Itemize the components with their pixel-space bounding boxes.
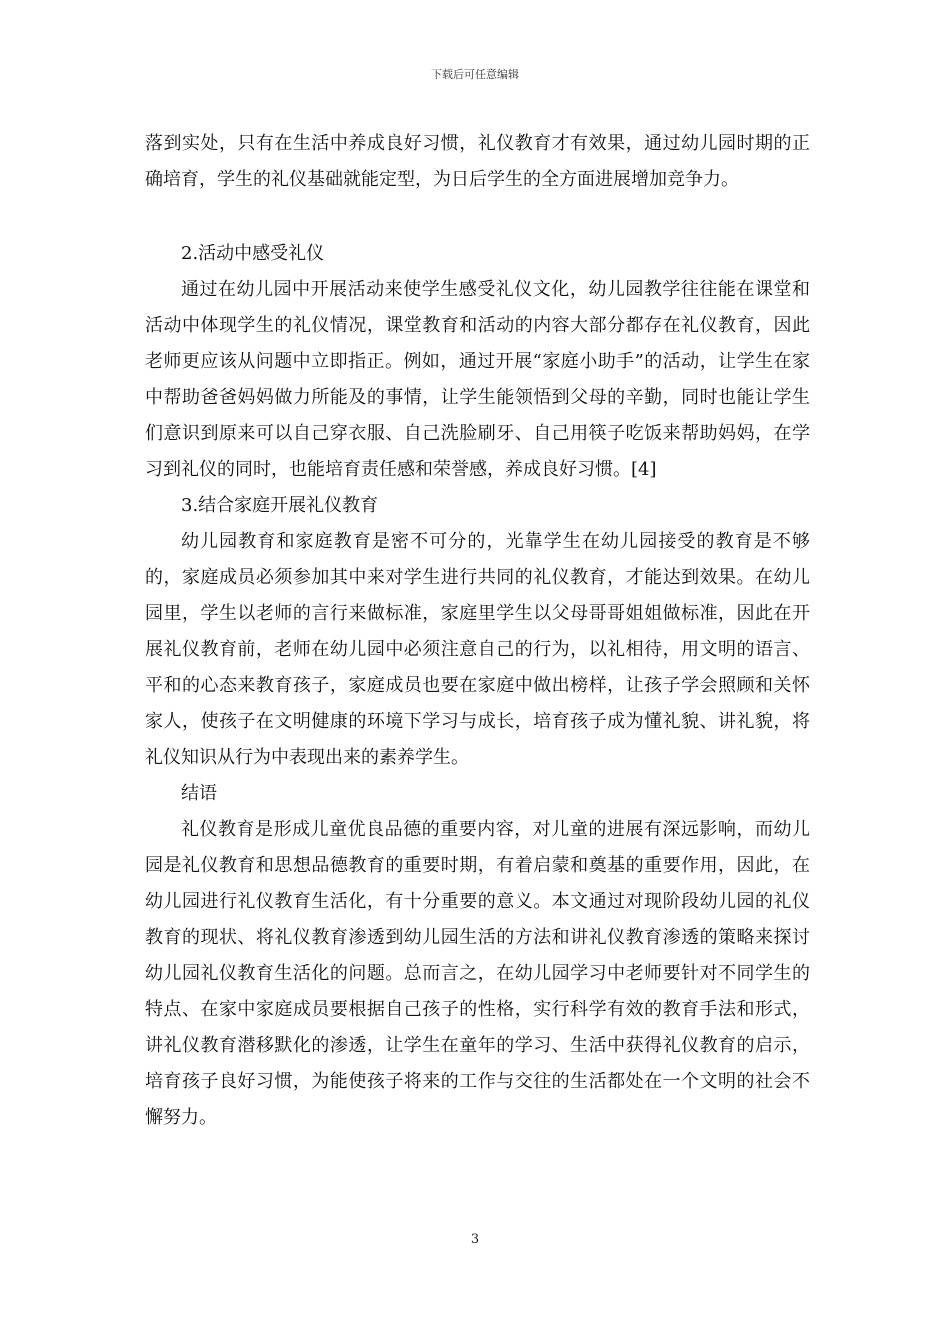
page-header: 下载后可任意编辑 xyxy=(431,68,519,81)
page-number: 3 xyxy=(470,1232,480,1247)
paragraph-activities: 通过在幼儿园中开展活动来使学生感受礼仪文化，幼儿园教学往往能在课堂和活动中体现学生的礼仪情况，课堂教育和活动的内容大部分都存在礼仪教育，因此老师更应该从问题中立即指正。例如，通过开展“家庭小助手”的活动，让学生在家中帮助爸爸妈妈做力所能及的事情，让学生能领悟到父母的辛勤，同时也能让学生们意识到原来可以自己穿衣服、自己洗脸刷牙、自己用筷子吃饭来帮助妈妈，在学习到礼仪的同时，也能培育责任感和荣誉感，养成良好习惯。[4] xyxy=(145,279,810,480)
section-heading-2: 2.活动中感受礼仪 xyxy=(181,243,325,264)
paragraph-conclusion: 礼仪教育是形成儿童优良品德的重要内容，对儿童的进展有深远影响，而幼儿园是礼仪教育和思想品德教育的重要时期，有着启蒙和奠基的重要作用，因此，在幼儿园进行礼仪教育生活化，有十分重要的意义。本文通过对现阶段幼儿园的礼仪教育的现状、将礼仪教育渗透到幼儿园生活的方法和讲礼仪教育渗透的策略来探讨幼儿园礼仪教育生活化的问题。总而言之，在幼儿园学习中老师要针对不同学生的特点、在家中家庭成员要根据自己孩子的性格，实行科学有效的教育手法和形式，讲礼仪教育潜移默化的渗透，让学生在童年的学习、生活中获得礼仪教育的启示，培育孩子良好习惯，为能使孩子将来的工作与交往的生活都处在一个文明的社会不懈努力。 xyxy=(145,819,810,1128)
section-heading-3: 3.结合家庭开展礼仪教育 xyxy=(181,495,379,516)
paragraph-continued: 落到实处，只有在生活中养成良好习惯，礼仪教育才有效果，通过幼儿园时期的正确培育，学生的礼仪基础就能定型，为日后学生的全方面进展增加竞争力。 xyxy=(145,133,810,190)
section-heading-conclusion: 结语 xyxy=(181,783,217,804)
paragraph-family: 幼儿园教育和家庭教育是密不可分的，光靠学生在幼儿园接受的教育是不够的，家庭成员必须参加其中来对学生进行共同的礼仪教育，才能达到效果。在幼儿园里，学生以老师的言行来做标准，家庭里学生以父母哥哥姐姐做标准，因此在开展礼仪教育前，老师在幼儿园中必须注意自己的行为，以礼相待，用文明的语言、平和的心态来教育孩子，家庭成员也要在家庭中做出榜样，让孩子学会照顾和关怀家人，使孩子在文明健康的环境下学习与成长，培育孩子成为懂礼貌、讲礼貌，将礼仪知识从行为中表现出来的素养学生。 xyxy=(145,531,810,768)
document-body xyxy=(145,126,810,1136)
